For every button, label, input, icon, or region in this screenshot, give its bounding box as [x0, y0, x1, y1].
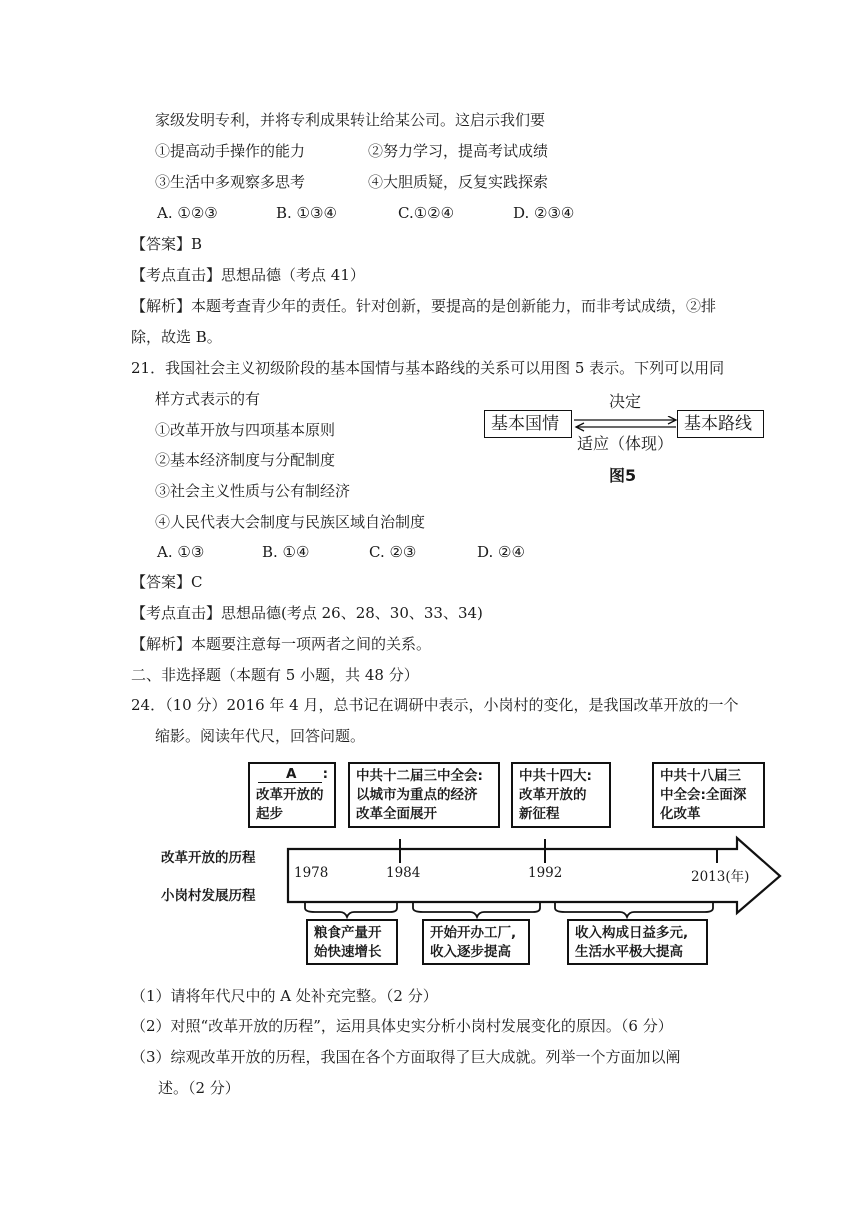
box-2013-line-2: 中全会:全面深 [660, 787, 747, 803]
timeline-box-a: A : 改革开放的 起步 [248, 762, 336, 828]
q21-stem: 21．我国社会主义初级阶段的基本国情与基本路线的关系可以用图 5 表示。下列可以用同 [131, 359, 725, 377]
fig5-top-label: 决定 [609, 392, 642, 411]
box-1992-line-2: 改革开放的 [519, 787, 587, 803]
xiaogang-box-2 [422, 919, 530, 965]
q20-analysis-cont: 除，故选 B。 [131, 328, 222, 346]
box-2013-line-1: 中共十八届三 [660, 768, 741, 784]
box-a-text-cont: 起步 [256, 806, 283, 822]
xiaogang-box-2-line-1: 开始开办工厂, [430, 925, 517, 941]
year-2013: 2013(年) [691, 869, 750, 885]
xiaogang-box-2-line-2: 收入逐步提高 [430, 944, 511, 960]
q21-option-2: ②基本经济制度与分配制度 [155, 451, 336, 469]
q20-option-1: ①提高动手操作的能力 [155, 142, 306, 160]
timeline-box-1992 [511, 762, 611, 828]
q20-exam-point: 【考点直击】思想品德（考点 41） [131, 266, 365, 284]
fig5-double-arrow [572, 416, 682, 432]
q21-option-4: ④人民代表大会制度与民族区域自治制度 [155, 513, 426, 531]
box-1984-line-1: 中共十二届三中全会: [356, 768, 483, 784]
row-label-xiaogang-course: 小岗村发展历程 [161, 888, 256, 904]
section-2-heading: 二、非选择题（本题有 5 小题，共 48 分） [131, 666, 419, 684]
xiaogang-box-3-line-2: 生活水平极大提高 [575, 944, 683, 960]
q20-choice-a: A. ①②③ [157, 204, 218, 222]
timeline-box-2013 [652, 762, 765, 828]
q20-option-4: ④大胆质疑，反复实践探索 [368, 173, 549, 191]
box-a-text: 改革开放的 [256, 787, 324, 803]
q21-stem-cont: 样方式表示的有 [155, 390, 261, 408]
year-1978: 1978 [294, 865, 329, 881]
q20-stem: 家级发明专利，并将专利成果转让给某公司。这启示我们要 [155, 111, 546, 129]
q24-subquestion-3: （3）综观改革开放的历程，我国在各个方面取得了巨大成就。列举一个方面加以阐 [131, 1048, 681, 1066]
q21-option-1: ①改革开放与四项基本原则 [155, 421, 336, 439]
q20-choice-b: B. ①③④ [276, 204, 337, 222]
box-1992-line-1: 中共十四大: [519, 768, 592, 784]
box-1992-line-3: 新征程 [519, 806, 560, 822]
xiaogang-box-3-line-1: 收入构成日益多元, [575, 925, 689, 941]
fig5-basic-conditions-box: 基本国情 [484, 410, 572, 438]
fig5-bottom-label: 适应（体现） [577, 434, 674, 453]
q21-exam-point: 【考点直击】思想品德(考点 26、28、30、33、34) [131, 604, 483, 622]
xiaogang-box-1 [306, 919, 398, 965]
q21-option-3: ③社会主义性质与公有制经济 [155, 482, 351, 500]
q21-choice-d: D. ②④ [477, 543, 525, 561]
q20-answer: 【答案】B [131, 235, 203, 253]
q24-stem: 24．（10 分）2016 年 4 月，总书记在调研中表示，小岗村的变化，是我国改革开放的一个 [131, 696, 739, 714]
q20-analysis: 【解析】本题考查青少年的责任。针对创新，要提高的是创新能力，而非考试成绩，②排 [131, 297, 717, 315]
xiaogang-box-1-line-2: 始快速增长 [314, 944, 382, 960]
q24-subquestion-2: （2）对照“改革开放的历程”，运用具体史实分析小岗村发展变化的原因。（6 分） [131, 1017, 673, 1035]
q24-stem-cont: 缩影。阅读年代尺，回答问题。 [155, 727, 366, 745]
year-1992: 1992 [528, 865, 563, 881]
q21-choice-c: C. ②③ [369, 543, 417, 561]
q20-choice-c: C.①②④ [398, 204, 455, 222]
q20-choice-d: D. ②③④ [513, 204, 575, 222]
box-2013-line-3: 化改革 [660, 806, 701, 822]
blank-a-label: A [286, 766, 297, 782]
q24-subquestion-1: （1）请将年代尺中的 A 处补充完整。（2 分） [131, 987, 438, 1005]
q20-option-3: ③生活中多观察多思考 [155, 173, 306, 191]
xiaogang-box-3 [567, 919, 708, 965]
row-label-reform-course: 改革开放的历程 [161, 850, 256, 866]
q21-analysis: 【解析】本题要注意每一项两者之间的关系。 [131, 635, 432, 653]
box-1984-line-3: 改革全面展开 [356, 806, 437, 822]
q21-choice-b: B. ①④ [262, 543, 310, 561]
q20-option-2: ②努力学习，提高考试成绩 [368, 142, 549, 160]
box-1984-line-2: 以城市为重点的经济 [356, 787, 478, 803]
q21-choice-a: A. ①③ [157, 543, 205, 561]
fig5-caption: 图5 [609, 466, 637, 485]
year-1984: 1984 [386, 865, 421, 881]
timeline-box-1984 [348, 762, 500, 828]
fig5-basic-line-box: 基本路线 [677, 410, 764, 438]
q24-subquestion-3-cont: 述。（2 分） [158, 1079, 240, 1097]
xiaogang-box-1-line-1: 粮食产量开 [314, 925, 382, 941]
q21-answer: 【答案】C [131, 573, 203, 591]
